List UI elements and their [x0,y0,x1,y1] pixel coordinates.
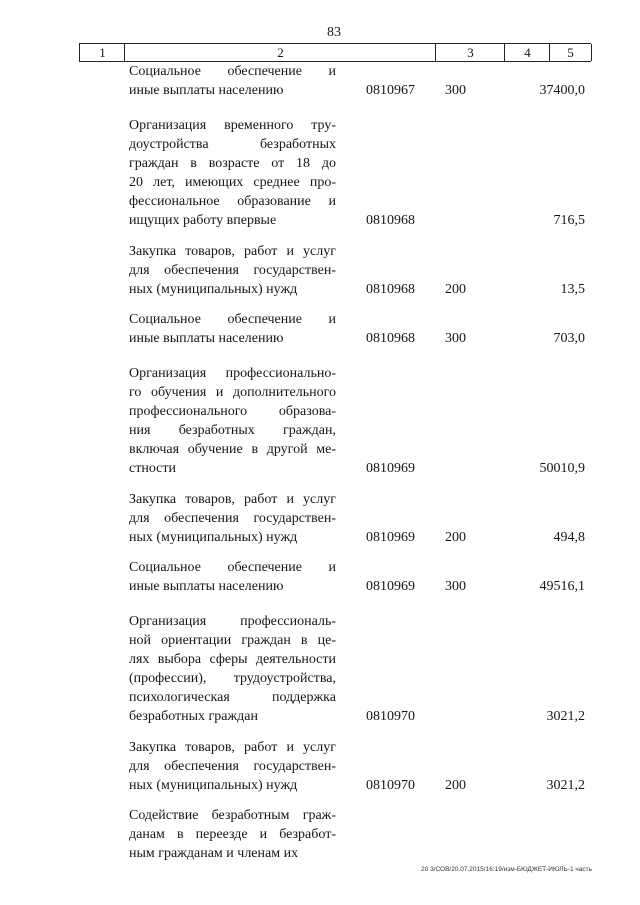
description-line: ных (муниципальных) нужд [129,282,298,297]
description-line: Содействие безработным граж- [129,808,336,823]
description-line: включая обучение в другой ме- [129,442,336,457]
description-line: ных (муниципальных) нужд [129,530,298,545]
description-line: Закупка товаров, работ и услуг [129,740,336,755]
row-amount: 3021,2 [546,709,585,724]
row-description [129,612,336,726]
row-amount: 716,5 [553,213,585,228]
row-description [129,62,336,100]
row-code: 0810969 [366,579,415,594]
row-amount: 494,8 [553,530,585,545]
row-amount: 49516,1 [539,579,585,594]
description-line: безработных граждан [129,709,258,724]
description-line: 20 лет, имеющих среднее про- [129,175,336,190]
description-line: Социальное обеспечение и [129,560,336,575]
description-line: Закупка товаров, работ и услуг [129,492,336,507]
description-line: Социальное обеспечение и [129,64,336,79]
row-amount: 13,5 [560,282,585,297]
row-description [129,806,336,863]
row-code: 0810967 [366,83,415,98]
row-amount: 703,0 [553,331,585,346]
description-line: для обеспечения государствен- [129,759,336,774]
description-line: профессионального образова- [129,404,336,419]
row-type: 300 [445,579,466,594]
page-number: 83 [327,25,341,40]
row-description [129,116,336,230]
description-line: для обеспечения государствен- [129,511,336,526]
row-description [129,738,336,795]
row-type: 200 [445,778,466,793]
column-header-1: 1 [79,44,125,61]
description-line: Организация профессионально- [129,366,336,381]
row-code: 0810968 [366,331,415,346]
description-line: иные выплаты населению [129,579,284,594]
row-code: 0810970 [366,778,415,793]
description-line: ния безработных граждан, [129,423,336,438]
description-line: иные выплаты населению [129,331,284,346]
description-line: го обучения и дополнительного [129,385,336,400]
column-header-5: 5 [549,44,592,61]
row-amount: 50010,9 [539,461,585,476]
description-line: (профессии), трудоустройства, [129,671,336,686]
row-code: 0810969 [366,530,415,545]
row-description [129,490,336,547]
description-line: стности [129,461,176,476]
row-amount: 37400,0 [539,83,585,98]
row-code: 0810969 [366,461,415,476]
description-line: доустройства безработных [129,137,336,152]
description-line: ных (муниципальных) нужд [129,778,298,793]
description-line: Организация профессиональ- [129,614,336,629]
row-code: 0810968 [366,213,415,228]
column-header-2: 2 [124,44,436,61]
row-type: 200 [445,282,466,297]
description-line: ищущих работу впервые [129,213,277,228]
column-header-3: 3 [435,44,505,61]
description-line: граждан в возрасте от 18 до [129,156,336,171]
document-footer: 20 3/СОВ/20.07.2015/16:19/изм-БЮДЖЕТ-ИЮЛЬ-1 часть [421,866,592,873]
row-description [129,558,336,596]
row-description [129,310,336,348]
description-line: Социальное обеспечение и [129,312,336,327]
row-description [129,364,336,478]
row-code: 0810970 [366,709,415,724]
description-line: иные выплаты населению [129,83,284,98]
description-line: для обеспечения государствен- [129,263,336,278]
row-type: 200 [445,530,466,545]
description-line: данам в переезде и безработ- [129,827,336,842]
row-description [129,242,336,299]
row-code: 0810968 [366,282,415,297]
description-line: ной ориентации граждан в це- [129,633,336,648]
column-header-4: 4 [504,44,550,61]
row-type: 300 [445,83,466,98]
description-line: лях выбора сферы деятельности [129,652,336,667]
description-line: психологическая поддержка [129,690,336,705]
row-amount: 3021,2 [546,778,585,793]
row-type: 300 [445,331,466,346]
table-header [79,43,591,62]
description-line: фессиональное образование и [129,194,336,209]
description-line: Закупка товаров, работ и услуг [129,244,336,259]
description-line: Организация временного тру- [129,118,336,133]
description-line: ным гражданам и членам их [129,846,299,861]
